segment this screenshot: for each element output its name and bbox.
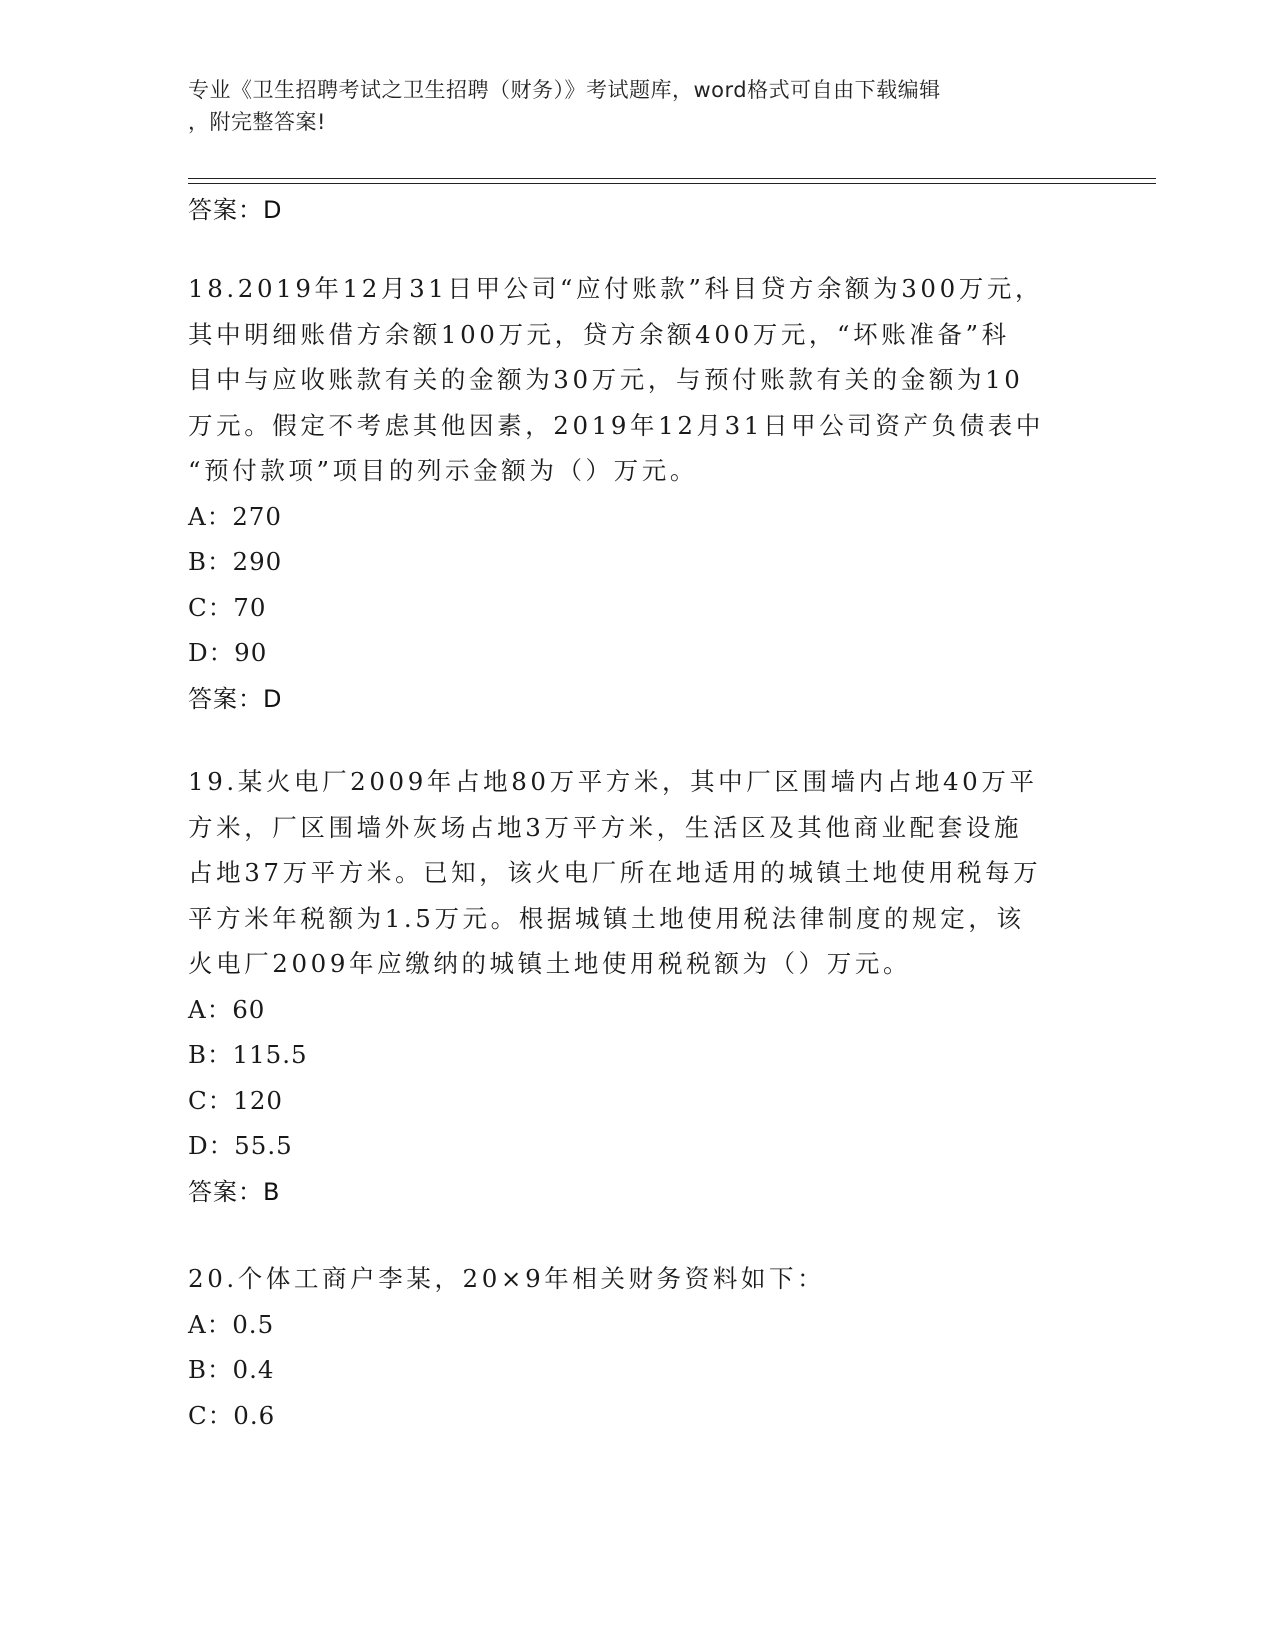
header-line-2: ，附完整答案! (188, 110, 326, 134)
question-line: 火电厂2009年应缴纳的城镇土地使用税税额为（）万元。 (188, 949, 912, 978)
option-a: A：60 (188, 994, 266, 1024)
option-d: D：55.5 (188, 1131, 293, 1160)
option-a: A：270 (188, 501, 282, 531)
answer: 答案：D (188, 684, 283, 713)
option-a: A：0.5 (188, 1309, 275, 1339)
option-b: B：0.4 (188, 1355, 275, 1384)
option-c: C：120 (188, 1085, 284, 1115)
option-d: D：90 (188, 638, 268, 667)
header-line-1: 专业《卫生招聘考试之卫生招聘（财务）》考试题库，word格式可自由下载编辑 (188, 78, 941, 102)
option-b: B：290 (188, 547, 283, 576)
question-line: 20.个体工商户李某，20×9年相关财务资料如下： (188, 1264, 826, 1293)
option-b: B：115.5 (188, 1040, 308, 1069)
question-line: 18.2019年12月31日甲公司“应付账款”科目贷方余额为300万元， (188, 274, 1044, 303)
previous-answer: 答案：D (188, 196, 283, 224)
document-header (188, 74, 1068, 138)
question-line: 19.某火电厂2009年占地80万平方米，其中厂区围墙内占地40万平 (188, 767, 1038, 796)
question-20 (188, 1256, 1156, 1438)
option-c: C：0.6 (188, 1400, 276, 1430)
question-line: 目中与应收账款有关的金额为30万元，与预付账款有关的金额为10 (188, 365, 1024, 394)
answer: 答案：B (188, 1177, 281, 1206)
question-19 (188, 759, 1156, 1215)
header-rule-top (188, 178, 1156, 179)
question-line: 方米，厂区围墙外灰场占地3万平方米，生活区及其他商业配套设施 (188, 812, 1023, 842)
question-line: 万元。假定不考虑其他因素，2019年12月31日甲公司资产负债表中 (188, 410, 1044, 440)
question-18 (188, 266, 1156, 722)
question-line: 占地37万平方米。已知，该火电厂所在地适用的城镇土地使用税每万 (188, 858, 1042, 887)
question-line: “预付款项”项目的列示金额为（）万元。 (188, 456, 698, 485)
option-c: C：70 (188, 592, 267, 622)
question-line: 平方米年税额为1.5万元。根据城镇土地使用税法律制度的规定，该 (188, 903, 1025, 933)
question-line: 其中明细账借方余额100万元，贷方余额400万元，“坏账准备”科 (188, 319, 1010, 349)
header-rule-bottom (188, 183, 1156, 184)
